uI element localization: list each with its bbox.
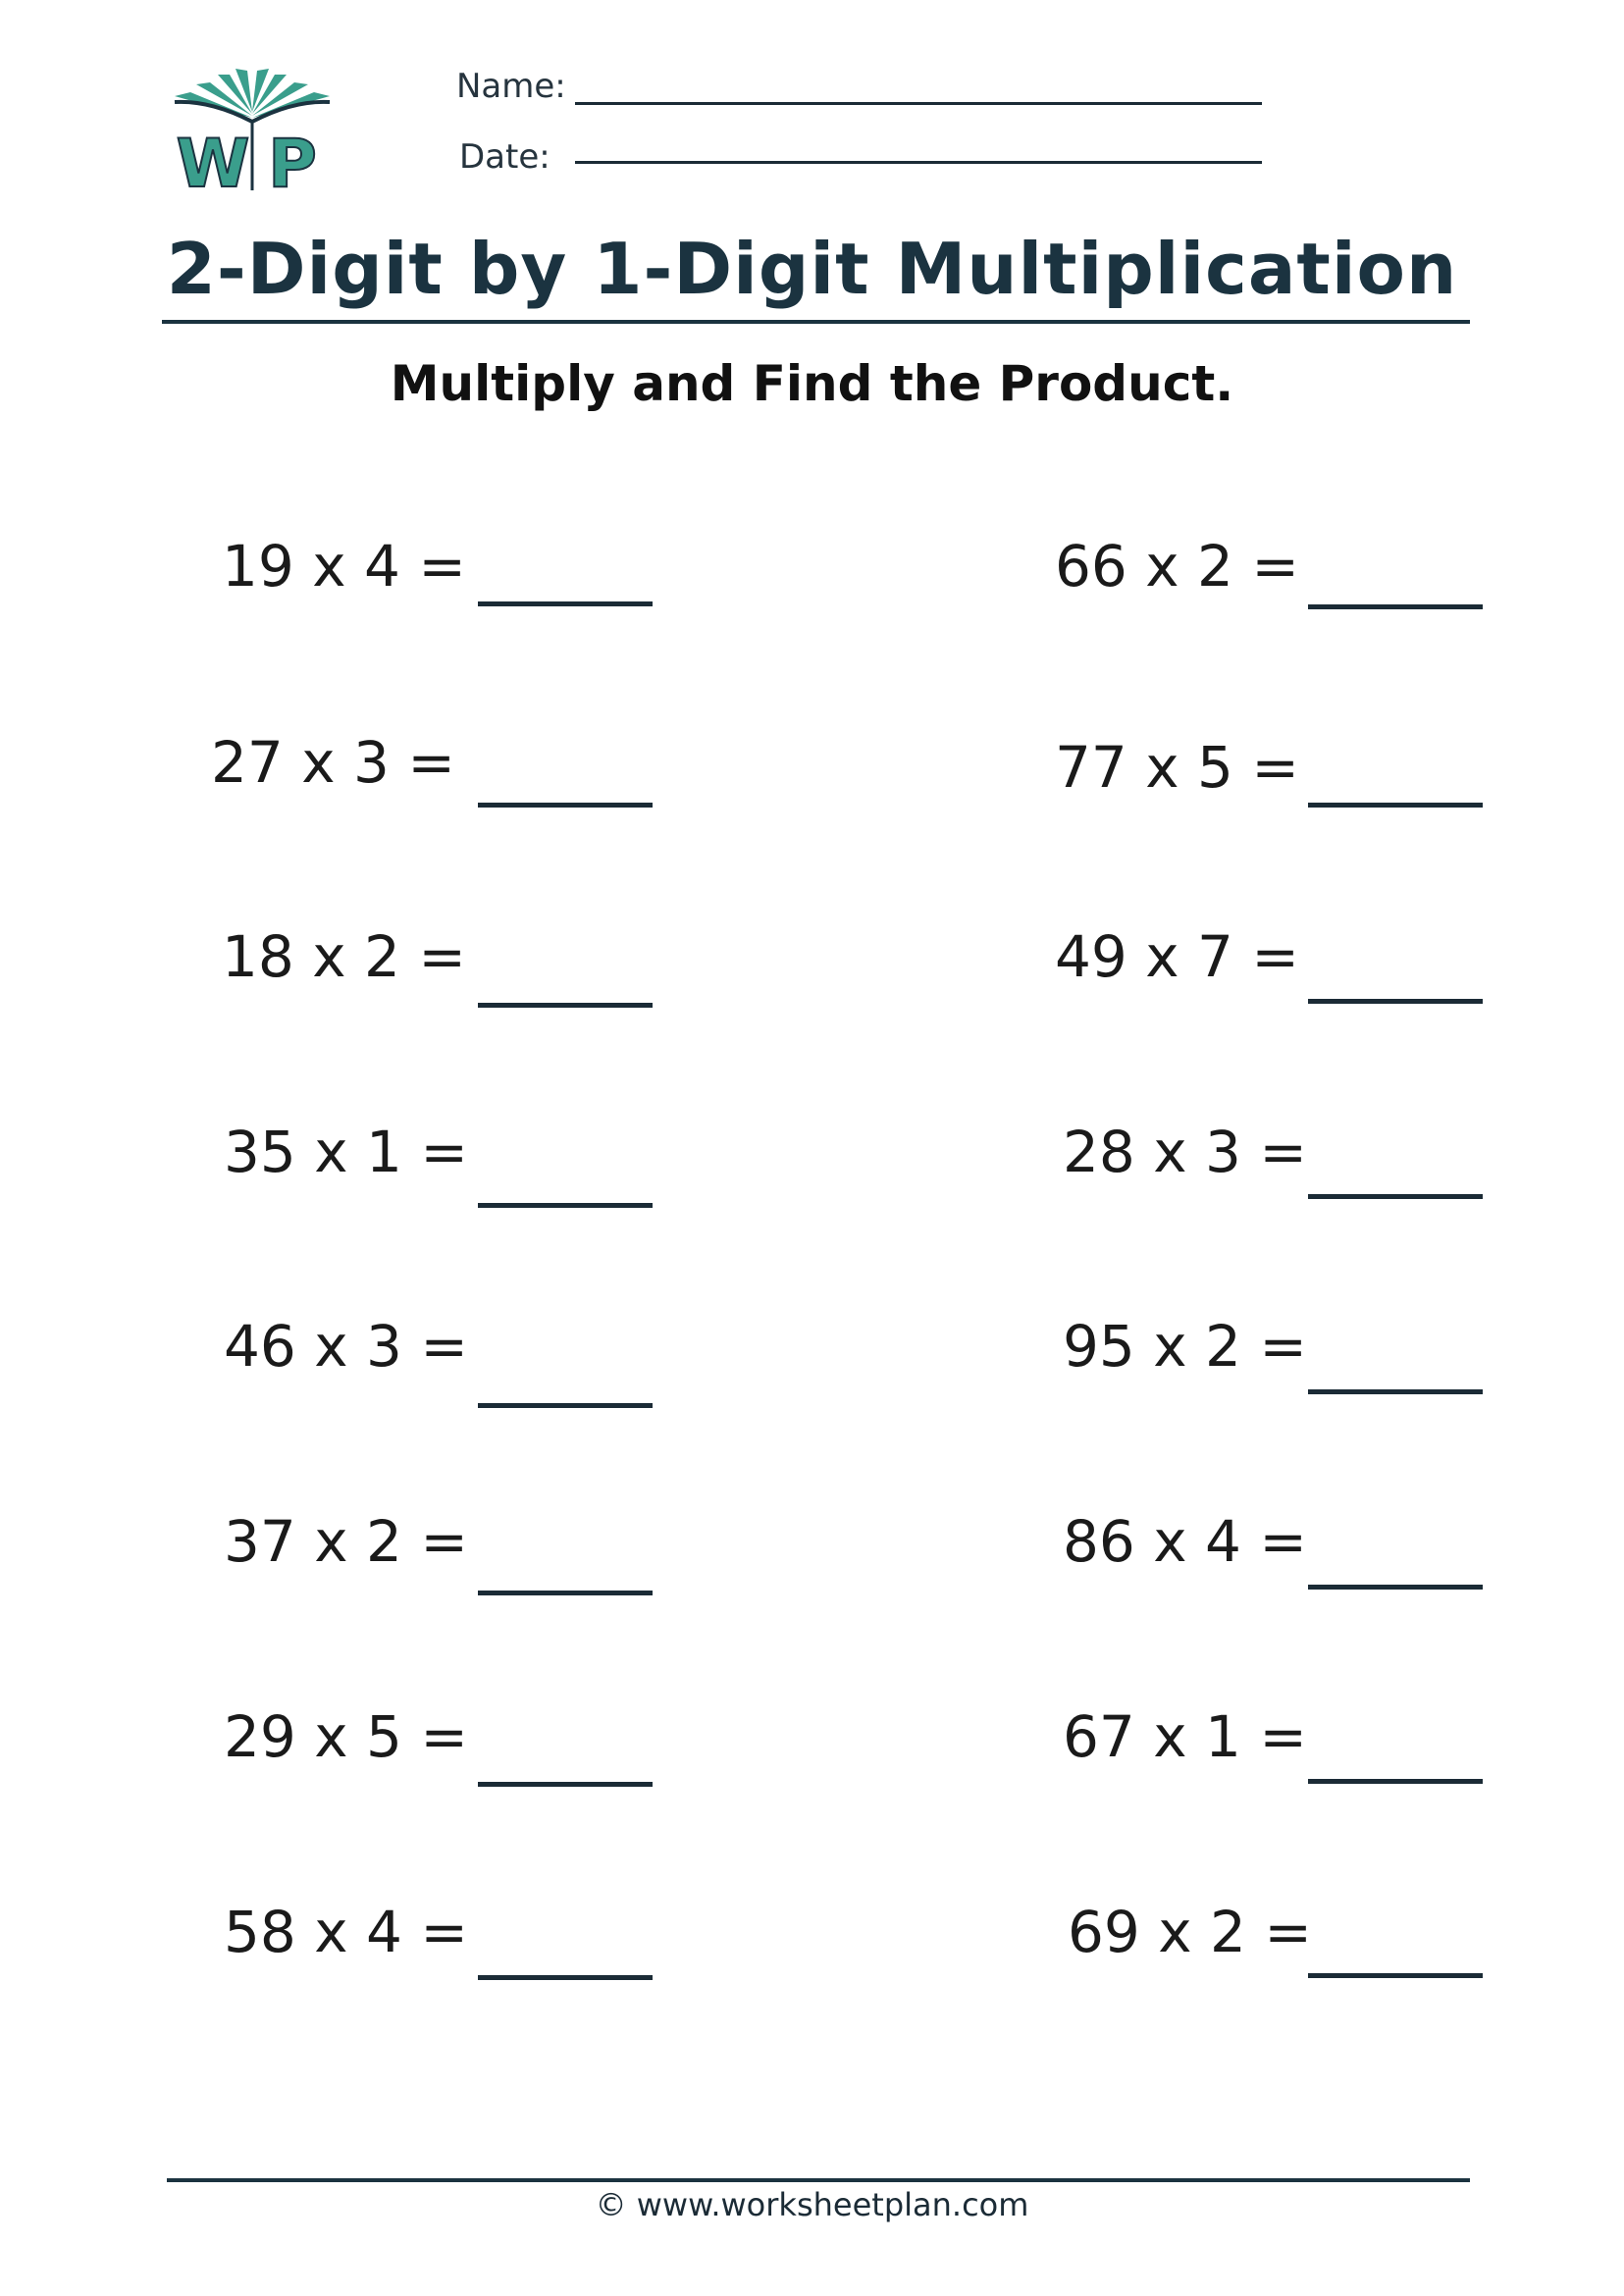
answer-line[interactable] xyxy=(1308,1779,1483,1784)
answer-line[interactable] xyxy=(1308,999,1483,1004)
problem-left-6: 37 x 2 = xyxy=(224,1508,468,1575)
logo-letter-w: W xyxy=(176,126,250,198)
instruction-text: Multiply and Find the Product. xyxy=(390,355,1234,412)
answer-line[interactable] xyxy=(1308,803,1483,808)
problem-left-2: 27 x 3 = xyxy=(211,729,455,796)
page-title: 2-Digit by 1-Digit Multiplication xyxy=(166,228,1458,310)
problem-left-8: 58 x 4 = xyxy=(224,1899,468,1965)
footer-rule xyxy=(167,2178,1470,2182)
answer-line[interactable] xyxy=(478,1975,653,1980)
worksheetplan-logo xyxy=(167,61,339,198)
problem-left-3: 18 x 2 = xyxy=(222,923,466,990)
name-field[interactable] xyxy=(575,102,1262,105)
logo-letter-p: P xyxy=(268,126,317,198)
answer-line[interactable] xyxy=(1308,1389,1483,1394)
answer-line[interactable] xyxy=(1308,604,1483,609)
answer-line[interactable] xyxy=(478,1203,653,1208)
answer-line[interactable] xyxy=(478,1591,653,1595)
problem-right-3: 49 x 7 = xyxy=(1055,923,1299,990)
problem-right-8: 69 x 2 = xyxy=(1068,1899,1312,1965)
problem-right-7: 67 x 1 = xyxy=(1063,1703,1307,1770)
problem-right-5: 95 x 2 = xyxy=(1063,1313,1307,1380)
footer-copyright: © www.worksheetplan.com xyxy=(595,2186,1029,2223)
problem-right-2: 77 x 5 = xyxy=(1055,734,1299,801)
answer-line[interactable] xyxy=(478,1403,653,1408)
answer-line[interactable] xyxy=(1308,1973,1483,1978)
problem-right-4: 28 x 3 = xyxy=(1063,1119,1307,1185)
answer-line[interactable] xyxy=(478,601,653,606)
problem-left-1: 19 x 4 = xyxy=(222,533,466,600)
problem-left-7: 29 x 5 = xyxy=(224,1703,468,1770)
answer-line[interactable] xyxy=(478,1003,653,1008)
answer-line[interactable] xyxy=(478,1782,653,1787)
problem-right-6: 86 x 4 = xyxy=(1063,1508,1307,1575)
answer-line[interactable] xyxy=(478,803,653,808)
title-underline xyxy=(162,320,1470,324)
name-label: Name: xyxy=(456,67,566,106)
answer-line[interactable] xyxy=(1308,1194,1483,1199)
answer-line[interactable] xyxy=(1308,1585,1483,1590)
problem-right-1: 66 x 2 = xyxy=(1055,533,1299,600)
date-label: Date: xyxy=(459,137,550,177)
problem-left-4: 35 x 1 = xyxy=(224,1119,468,1185)
problem-left-5: 46 x 3 = xyxy=(224,1313,468,1380)
date-field[interactable] xyxy=(575,161,1262,164)
